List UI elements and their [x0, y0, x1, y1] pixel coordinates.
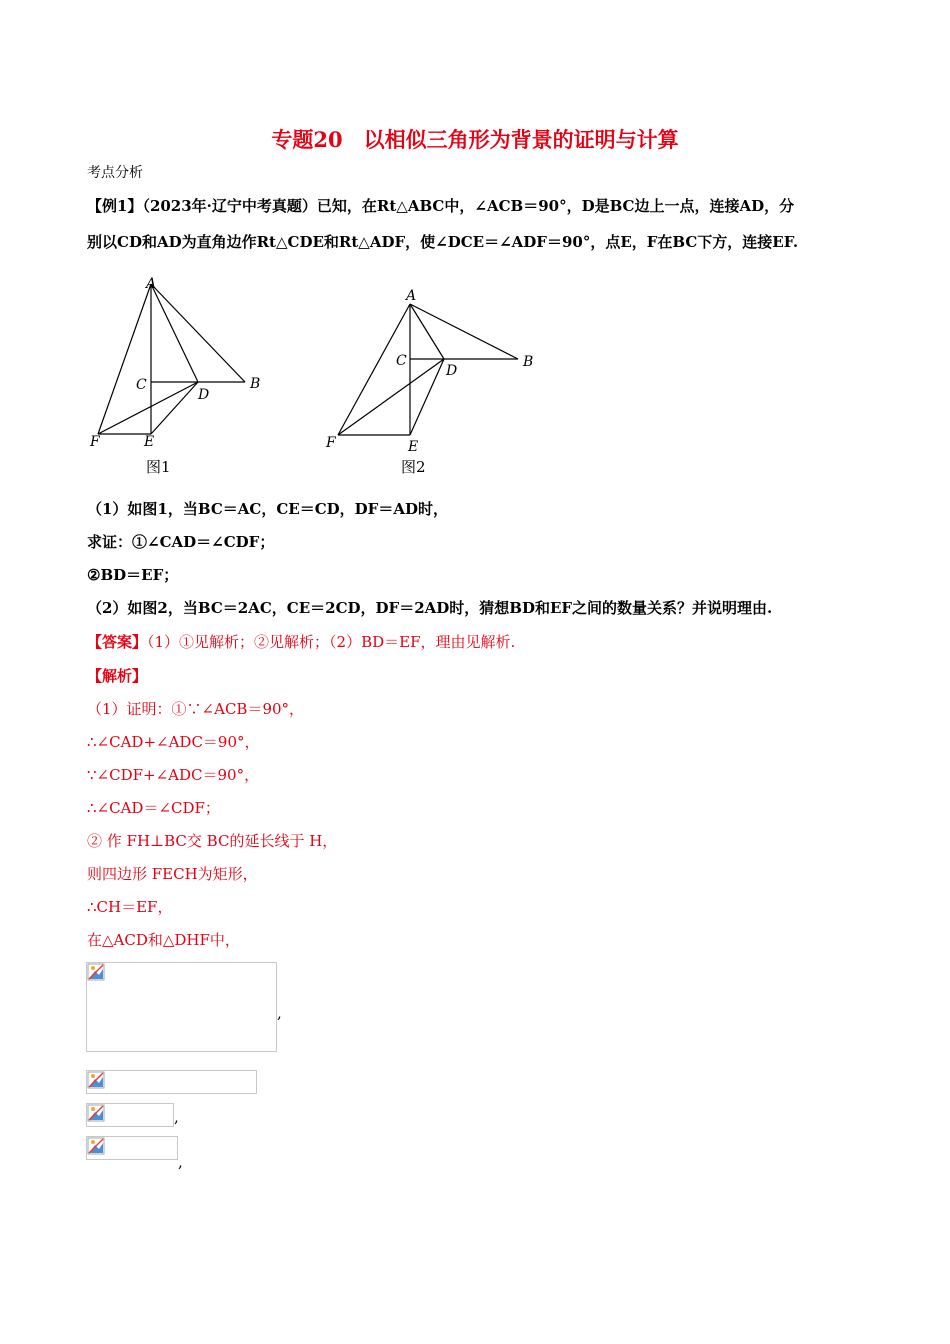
question-1-prove: 求证：①∠CAD＝∠CDF；: [87, 533, 275, 551]
fig2-label-a: A: [406, 288, 417, 304]
question-1-part2: ②BD＝EF；: [87, 566, 179, 584]
fig2-line-ed: [410, 359, 444, 435]
example-label: 【例1】: [87, 197, 143, 215]
section-label: 考点分析: [87, 165, 143, 181]
page-title: 专题20 以相似三角形为背景的证明与计算: [271, 127, 679, 152]
analysis-line-2: ∴∠CAD+∠ADC＝90°，: [87, 733, 260, 751]
fig1-line-ed: [151, 382, 198, 434]
example-line-2: 别以CD和AD为直角边作Rt△CDE和Rt△ADF，使∠DCE＝∠ADF＝90°，点E，F在BC下方，连接EF.: [87, 233, 799, 251]
analysis-line-3: ∵∠CDF+∠ADC＝90°，: [87, 766, 260, 784]
formula-image-2: [86, 1070, 257, 1094]
fig2-label-b: B: [523, 354, 534, 370]
fig1-label-e: E: [144, 434, 155, 450]
example-line-1: [87, 196, 794, 216]
figure-2: [318, 282, 548, 482]
trailing-comma-3: ,: [178, 1153, 183, 1171]
fig1-label-a: A: [146, 276, 157, 292]
figure-1: [80, 272, 280, 482]
fig1-line-af: [98, 284, 151, 434]
analysis-line-7: ∴CH＝EF，: [87, 898, 173, 916]
fig2-line-ab: [410, 304, 518, 359]
formula-image-3: [86, 1103, 174, 1127]
fig1-line-ad: [151, 284, 198, 382]
fig1-label-b: B: [250, 376, 261, 392]
fig2-line-fd: [338, 359, 444, 435]
answer-line: [87, 632, 515, 652]
trailing-comma-1: ,: [277, 1004, 282, 1022]
broken-image-icon: [87, 1137, 105, 1155]
trailing-comma-2: ,: [174, 1108, 179, 1126]
fig1-label-f: F: [90, 434, 100, 450]
analysis-line-4: ∴∠CAD＝∠CDF；: [87, 799, 220, 817]
broken-image-icon: [87, 963, 105, 981]
analysis-line-6: 则四边形 FECH为矩形，: [87, 865, 258, 883]
analysis-line-1: （1）证明：①∵∠ACB＝90°，: [87, 700, 305, 718]
analysis-label: 【解析】: [87, 667, 148, 685]
fig2-line-af: [338, 304, 410, 435]
fig2-label-d: D: [446, 363, 458, 379]
analysis-line-5: ② 作 FH⊥BC交 BC的延长线于 H，: [87, 832, 338, 850]
formula-image-1: [86, 962, 277, 1052]
question-1: （1）如图1，当BC＝AC，CE＝CD，DF＝AD时，: [87, 500, 448, 518]
broken-image-icon: [87, 1104, 105, 1122]
fig1-caption: 图1: [146, 458, 171, 476]
formula-image-4: [86, 1136, 178, 1160]
answer-label: 【答案】: [87, 633, 148, 651]
answer-text: （1）①见解析；②见解析；（2）BD＝EF，理由见解析.: [147, 633, 516, 651]
fig2-label-e: E: [408, 439, 419, 455]
fig2-label-f: F: [326, 435, 336, 451]
analysis-line-8: 在△ACD和△DHF中，: [87, 931, 240, 949]
question-2: （2）如图2，当BC＝2AC，CE＝2CD，DF＝2AD时，猜想BD和EF之间的数量关系？并说明理由.: [87, 599, 773, 617]
fig1-label-d: D: [198, 387, 210, 403]
broken-image-icon: [87, 1071, 105, 1089]
example-text-1: （2023年·辽宁中考真题）已知，在Rt△ABC中，∠ACB＝90°，D是BC边上一点，连接AD，分: [142, 197, 795, 215]
fig1-line-ab: [151, 284, 245, 382]
fig2-label-c: C: [396, 353, 407, 369]
fig2-caption: 图2: [401, 458, 426, 476]
fig1-label-c: C: [136, 377, 147, 393]
